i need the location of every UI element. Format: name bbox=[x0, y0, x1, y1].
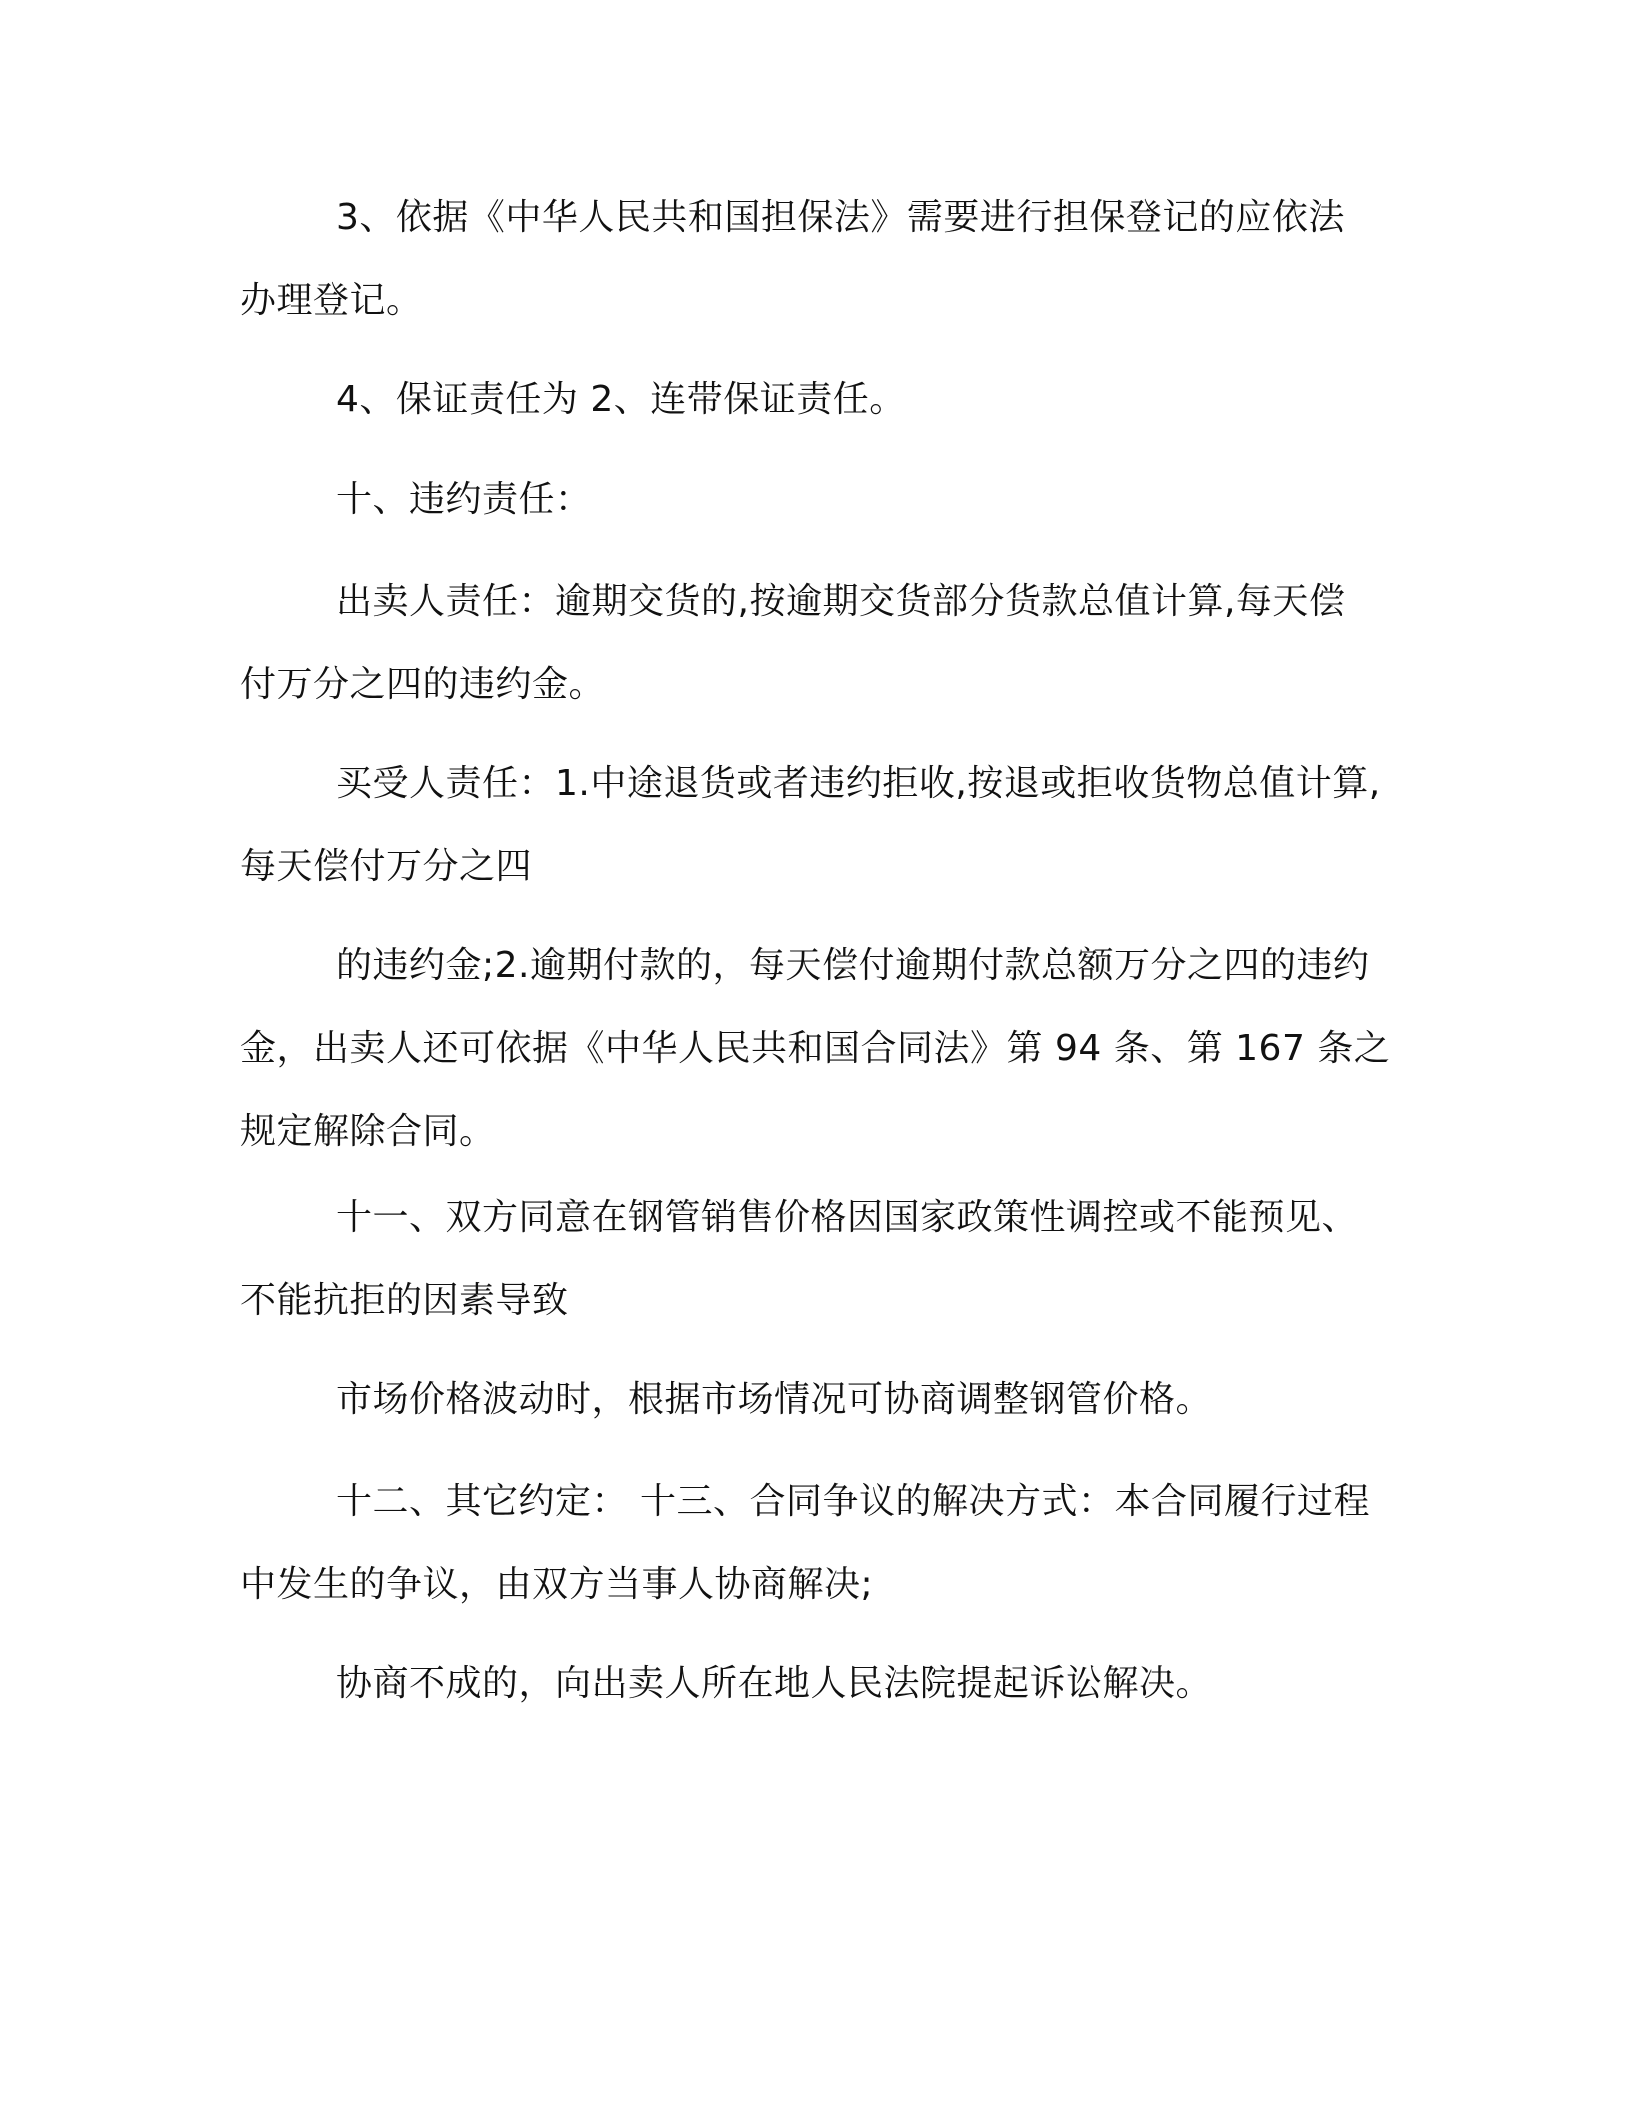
paragraph-seller-liability bbox=[240, 560, 1390, 726]
text-line: 中发生的争议，由双方当事人协商解决; bbox=[240, 1564, 874, 1605]
text-line: 办理登记。 bbox=[240, 280, 423, 321]
text-line: 十一、双方同意在钢管销售价格因国家政策性调控或不能预见、 bbox=[336, 1197, 1359, 1238]
text-line: 金，出卖人还可依据《中华人民共和国合同法》第 94 条、第 167 条之 bbox=[240, 1028, 1391, 1069]
paragraph-litigation bbox=[240, 1642, 1390, 1725]
paragraph-overdue-payment bbox=[240, 924, 1390, 1173]
text-line: 规定解除合同。 bbox=[240, 1111, 496, 1152]
paragraph-market-price bbox=[240, 1358, 1390, 1441]
paragraph-guarantee-registration bbox=[240, 176, 1390, 342]
text-line: 4、保证责任为 2、连带保证责任。 bbox=[336, 379, 906, 420]
text-line: 买受人责任：1.中途退货或者违约拒收,按退或拒收货物总值计算, bbox=[336, 763, 1381, 804]
section-price-adjustment bbox=[240, 1176, 1390, 1342]
text-line: 十二、其它约定： 十三、合同争议的解决方式：本合同履行过程 bbox=[336, 1481, 1370, 1522]
section-heading-breach-liability bbox=[240, 458, 1390, 541]
text-line: 每天偿付万分之四 bbox=[240, 846, 533, 887]
text-line: 的违约金;2.逾期付款的，每天偿付逾期付款总额万分之四的违约 bbox=[336, 945, 1370, 986]
text-line: 付万分之四的违约金。 bbox=[240, 664, 606, 705]
text-line: 不能抗拒的因素导致 bbox=[240, 1280, 569, 1321]
text-line: 市场价格波动时，根据市场情况可协商调整钢管价格。 bbox=[336, 1379, 1213, 1420]
text-line: 十、违约责任： bbox=[336, 479, 592, 520]
text-line: 出卖人责任：逾期交货的,按逾期交货部分货款总值计算,每天偿 bbox=[336, 581, 1346, 622]
section-dispute-resolution bbox=[240, 1460, 1390, 1626]
paragraph-buyer-liability bbox=[240, 742, 1390, 908]
text-line: 协商不成的，向出卖人所在地人民法院提起诉讼解决。 bbox=[336, 1663, 1213, 1704]
text-line: 3、依据《中华人民共和国担保法》需要进行担保登记的应依法 bbox=[336, 197, 1345, 238]
paragraph-guarantee-liability bbox=[240, 358, 1390, 441]
